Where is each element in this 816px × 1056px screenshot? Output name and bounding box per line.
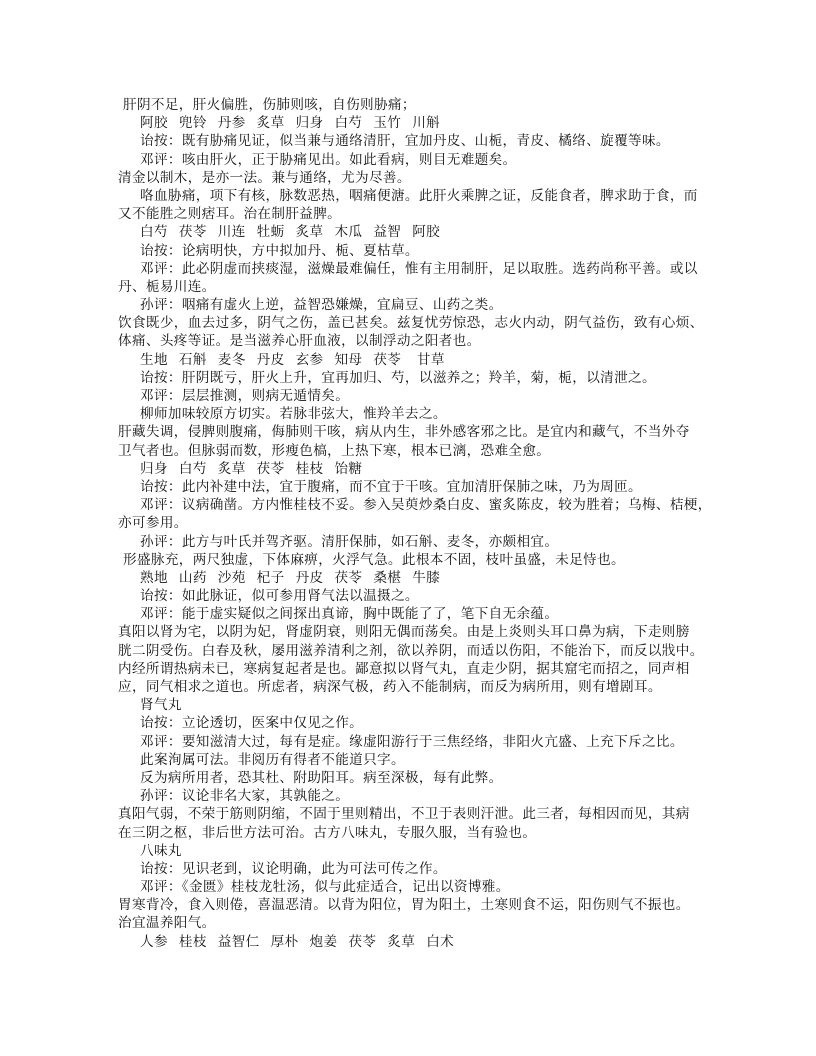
herb-item: 茯苓	[178, 224, 207, 241]
herb-list	[118, 114, 708, 132]
herb-item: 桂枝	[295, 460, 324, 477]
text-line: 诒按：立论透切，医案中仅见之作。	[140, 715, 364, 732]
text-line: 治宜温养阳气。	[118, 915, 216, 932]
herb-item: 益智仁	[217, 933, 260, 950]
herb-item: 麦冬	[217, 351, 246, 368]
herb-item: 茯苓	[348, 933, 377, 950]
herb-item: 归身	[295, 115, 324, 132]
herb-item: 杞子	[256, 569, 285, 586]
herb-item: 牡蛎	[256, 224, 285, 241]
herb-item: 沙苑	[217, 569, 246, 586]
text-line: 诒按：如此脉证，似可参用肾气法以温摄之。	[140, 588, 419, 605]
text-line: 反为病所用者，恐其杜、附助阳耳。病至深极，每有此弊。	[140, 769, 503, 786]
text-line: 邓评：此必阴虚而挟痰湿，滋燥最难偏任，惟有主用制肝，足以取胜。选药尚称平善。或以	[140, 260, 698, 277]
document-page	[118, 96, 712, 951]
text-line: 真阳气弱，不荣于筋则阴缩，不固于里则精出，不卫于表则汗泄。此三者，每相因而见，其病	[118, 806, 690, 823]
text-line: 清金以制木，是亦一法。兼与通络，尤为尽善。	[118, 169, 411, 186]
herb-list	[118, 223, 708, 241]
text-line: 又不能胜之则痞耳。治在制肝益脾。	[118, 206, 342, 223]
herb-item: 石斛	[178, 351, 207, 368]
herb-item: 白芍	[334, 115, 363, 132]
herb-item: 饴糖	[334, 460, 363, 477]
herb-item: 川连	[217, 224, 246, 241]
herb-item: 人参	[140, 933, 168, 950]
herb-list	[118, 569, 708, 587]
herb-item: 白术	[426, 933, 455, 950]
herb-item: 玄参	[295, 351, 324, 368]
text-line: 形盛脉充，两尺独虚，下体麻痹，火浮气急。此根本不固，枝叶虽盛，未足恃也。	[123, 551, 625, 568]
text-line: 肾气丸	[140, 697, 182, 714]
text-line: 孙评：此方与叶氏并驾齐驱。清肝保肺，如石斛、麦冬，亦颇相宜。	[140, 533, 559, 550]
herb-item: 归身	[140, 460, 168, 477]
herb-item: 玉竹	[373, 115, 402, 132]
herb-item: 丹皮	[256, 351, 285, 368]
herb-item: 茯苓	[256, 460, 285, 477]
herb-item: 炙草	[256, 115, 285, 132]
text-line: 在三阴之枢，非后世方法可治。古方八味丸，专服久服，当有验也。	[118, 824, 537, 841]
text-line: 诒按：肝阴既亏，肝火上升，宜再加归、芍，以滋养之；羚羊，菊，栀，以清泄之。	[140, 369, 656, 386]
text-line: 应，同气相求之道也。所虑者，病深气极，药入不能制病，而反为病所用，则有增剧耳。	[118, 679, 662, 695]
herb-item: 知母	[334, 351, 363, 368]
text-line: 此案洵属可法。非阅历有得者不能道只字。	[140, 751, 405, 768]
herb-item: 兜铃	[178, 115, 207, 132]
herb-item: 桂枝	[178, 933, 207, 950]
herb-item: 丹皮	[295, 569, 324, 586]
herb-item: 炙草	[387, 933, 416, 950]
text-line: 邓评：要知滋清大过，每有是症。缘虚阳游行于三焦经络，非阳火亢盛、上充下斥之比。	[140, 733, 684, 750]
herb-item: 炙草	[217, 460, 246, 477]
text-line: 卫气者也。但脉弱而数，形瘦色槁，上热下寒，根本已漓，恐难全愈。	[118, 442, 551, 459]
text-line: 饮食既少，血去过多，阴气之伤，盖已甚矣。兹复忧劳惊恐，志火内动，阴气益伤，致有心烦、	[118, 315, 704, 332]
herb-item: 炙草	[295, 224, 324, 241]
herb-list	[118, 351, 708, 369]
herb-item: 炮姜	[309, 933, 338, 950]
text-line: 孙评：咽痛有虚火上逆，益智恐嫌燥，宜扁豆、山药之类。	[140, 297, 503, 314]
text-line: 八味丸	[140, 842, 182, 859]
herb-item: 熟地	[140, 569, 168, 586]
herb-item: 白芍	[140, 224, 168, 241]
text-line: 孙评：议论非名大家，其孰能之。	[140, 788, 350, 805]
herb-item: 阿胶	[140, 115, 168, 132]
text-line: 柳师加味较原方切实。若脉非弦大，惟羚羊去之。	[140, 406, 447, 423]
herb-item: 阿胶	[412, 224, 441, 241]
herb-list	[118, 933, 708, 951]
text-line: 邓评：层层推测，则病无遁情矣。	[140, 388, 350, 404]
text-line: 邓评：《金匮》桂枝龙牡汤，似与此症适合，记出以资博雅。	[140, 879, 510, 896]
text-line: 诒按：既有胁痛见证，似当兼与通络清肝，宜加丹皮、山栀，青皮、橘络、旋覆等味。	[140, 133, 670, 150]
text-line: 邓评：能于虚实疑似之间探出真谛，胸中既能了了，笔下自无余蕴。	[140, 606, 559, 623]
text-line: 真阳以肾为宅，以阴为妃，肾虚阴衰，则阳无偶而荡矣。由是上炎则头耳口鼻为病，下走则膀	[118, 624, 690, 641]
herb-item: 白芍	[178, 460, 207, 477]
text-line: 亦可参用。	[118, 515, 188, 532]
herb-item: 川斛	[412, 115, 441, 132]
herb-item: 茯苓	[373, 351, 402, 368]
herb-item: 厚朴	[270, 933, 299, 950]
text-line: 丹、栀易川连。	[118, 278, 216, 295]
herb-item: 丹参	[217, 115, 246, 132]
herb-item: 山药	[178, 569, 207, 586]
text-line: 肝阴不足，肝火偏胜，伤肺则咳，自伤则胁痛；	[123, 97, 416, 113]
text-line: 胱二阴受伤。白春及秋，屡用滋养清利之剂，欲以养阴，而适以伤阳，不能治下，而反以戕中。	[118, 642, 704, 659]
herb-item: 甘草	[412, 351, 445, 368]
text-line: 胃寒背冷，食入则倦，喜温恶清。以背为阳位，胃为阳土，土寒则食不运，阳伤则气不振也。	[118, 897, 690, 914]
herb-item: 茯苓	[334, 569, 363, 586]
herb-item: 益智	[373, 224, 402, 241]
text-line: 诒按：见识老到，议论明确，此为可法可传之作。	[140, 860, 447, 877]
text-line: 内经所谓热病未已，寒病复起者是也。鄙意拟以肾气丸，直走少阴，据其窟宅而招之，同声相	[118, 660, 690, 677]
text-line: 咯血胁痛，项下有核，脉数恶热，咽痛便溏。此肝火乘脾之证，反能食者，脾求助于食，而	[140, 187, 698, 204]
text-line: 体痛、头疼等证。是当滋养心肝血液，以制浮动之阳者也。	[118, 333, 481, 350]
text-line: 邓评：咳由肝火，正于胁痛见出。如此看病，则目无难题矣。	[140, 151, 517, 168]
text-line: 邓评：议病确凿。方内惟桂枝不妥。参入吴萸炒桑白皮、蜜炙陈皮，较为胜着；乌梅、桔梗，	[140, 497, 712, 514]
text-line: 肝藏失调，侵脾则腹痛，侮肺则干咳，病从内生，非外感客邪之比。是宜内和藏气，不当外夺	[118, 424, 690, 441]
herb-item: 牛膝	[412, 569, 441, 586]
herb-item: 木瓜	[334, 224, 363, 241]
herb-item: 生地	[140, 351, 168, 368]
herb-list	[118, 460, 708, 478]
herb-item: 桑椹	[373, 569, 402, 586]
text-line: 诒按：论病明快，方中拟加丹、栀、夏枯草。	[140, 242, 419, 259]
text-line: 诒按：此内补建中法，宜于腹痛，而不宜于干咳。宜加清肝保肺之味，乃为周匝。	[140, 478, 642, 495]
